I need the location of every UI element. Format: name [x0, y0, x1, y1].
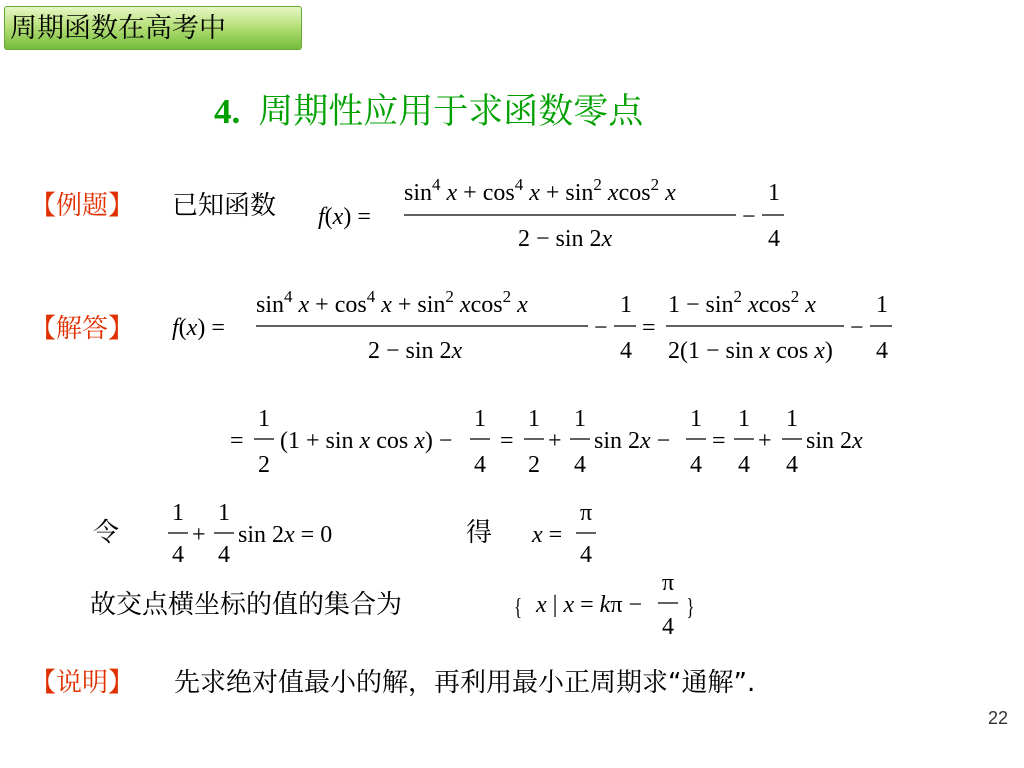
answer-formula-line2 — [230, 404, 880, 484]
set-text: 故交点横坐标的值的集合为 — [90, 590, 403, 620]
svg-text:sin 2x: sin 2x — [806, 428, 863, 454]
equation-zero — [168, 498, 358, 572]
svg-text:4: 4 — [574, 452, 586, 478]
svg-text:+: + — [192, 522, 206, 548]
svg-text:4: 4 — [172, 542, 184, 568]
svg-text:1: 1 — [218, 500, 230, 526]
solution-set — [514, 568, 714, 644]
svg-text:2 − sin 2x: 2 − sin 2x — [368, 338, 463, 364]
svg-text:1: 1 — [786, 406, 798, 432]
example-formula — [318, 168, 798, 258]
svg-text:1: 1 — [690, 406, 702, 432]
answer-tag: 【解答】 — [30, 314, 135, 344]
svg-text:4: 4 — [738, 452, 750, 478]
svg-text:+: + — [548, 428, 562, 454]
get-text: 得 — [466, 518, 493, 548]
svg-text:x =: x = — [532, 522, 563, 548]
svg-text:x | x = kπ −: x | x = kπ − — [536, 592, 642, 618]
svg-text:=: = — [230, 428, 244, 454]
section-badge: 周期函数在高考中 — [4, 6, 302, 50]
svg-text:1: 1 — [768, 180, 780, 206]
svg-text:f(x) =: f(x) = — [318, 204, 371, 230]
solution-x — [532, 498, 612, 572]
svg-text:4: 4 — [474, 452, 486, 478]
svg-text:−: − — [594, 315, 608, 341]
svg-text:sin4 x + cos4 x + sin2 xcos2 x: $\sin^4 x + \cos^4 x + \sin^2 xcos^2$ x — [404, 175, 676, 206]
svg-text:1: 1 — [574, 406, 586, 432]
svg-text:sin 2x −: sin 2x − — [594, 428, 671, 454]
svg-text:4: 4 — [218, 542, 230, 568]
svg-text:π: π — [662, 570, 675, 596]
svg-text:1: 1 — [620, 292, 632, 318]
svg-text:4: 4 — [620, 338, 632, 364]
svg-text:4: 4 — [690, 452, 702, 478]
svg-text:=: = — [500, 428, 514, 454]
svg-text:(1 + sin x cos x) −: (1 + sin x cos x) − — [280, 428, 453, 454]
svg-text:=: = — [642, 315, 656, 341]
svg-text:=: = — [712, 428, 726, 454]
svg-text:1: 1 — [738, 406, 750, 432]
svg-text:f(x) =: f(x) = — [172, 315, 225, 341]
svg-text:4: 4 — [786, 452, 798, 478]
svg-text:2 − sin 2x: 2 − sin 2x — [518, 226, 613, 252]
let-text: 令 — [93, 518, 120, 548]
svg-text:2(1 − sin x cos x): 2(1 − sin x cos x) — [668, 338, 833, 364]
svg-text:1: 1 — [172, 500, 184, 526]
svg-text:4: 4 — [580, 542, 592, 568]
svg-text:2: 2 — [258, 452, 270, 478]
svg-text:1 − sin2 xcos2 x: $1 - \sin^2 xcos^2$ x — [668, 287, 816, 318]
answer-formula-line1 — [172, 282, 902, 372]
svg-text:1: 1 — [258, 406, 270, 432]
svg-text:}: } — [686, 595, 695, 621]
svg-text:1: 1 — [876, 292, 888, 318]
slide-title — [214, 84, 643, 134]
note-tag: 【说明】 — [30, 668, 135, 698]
svg-text:4: 4 — [876, 338, 888, 364]
svg-text:4: 4 — [662, 614, 674, 640]
svg-text:{: { — [514, 595, 523, 621]
svg-text:1: 1 — [528, 406, 540, 432]
title-number: 4. — [214, 92, 241, 131]
example-tag: 【例题】 — [30, 191, 135, 221]
svg-text:sin4 x + cos4 x + sin2 xcos2 x: $\sin^4 x + \cos^4 x + \sin^2 xcos^2$ x — [256, 287, 528, 318]
svg-text:π: π — [580, 500, 593, 526]
svg-text:−: − — [850, 315, 864, 341]
title-text: 周期性应用于求函数零点 — [258, 92, 644, 132]
page-number: 22 — [987, 708, 1008, 728]
note-text: 先求绝对值最小的解，再利用最小正周期求“通解”. — [174, 668, 756, 698]
svg-text:+: + — [758, 428, 772, 454]
svg-text:sin 2x = 0: sin 2x = 0 — [238, 522, 333, 548]
svg-text:4: 4 — [768, 226, 780, 252]
svg-text:−: − — [742, 204, 756, 230]
svg-text:1: 1 — [474, 406, 486, 432]
svg-text:2: 2 — [528, 452, 540, 478]
example-text: 已知函数 — [172, 191, 277, 221]
